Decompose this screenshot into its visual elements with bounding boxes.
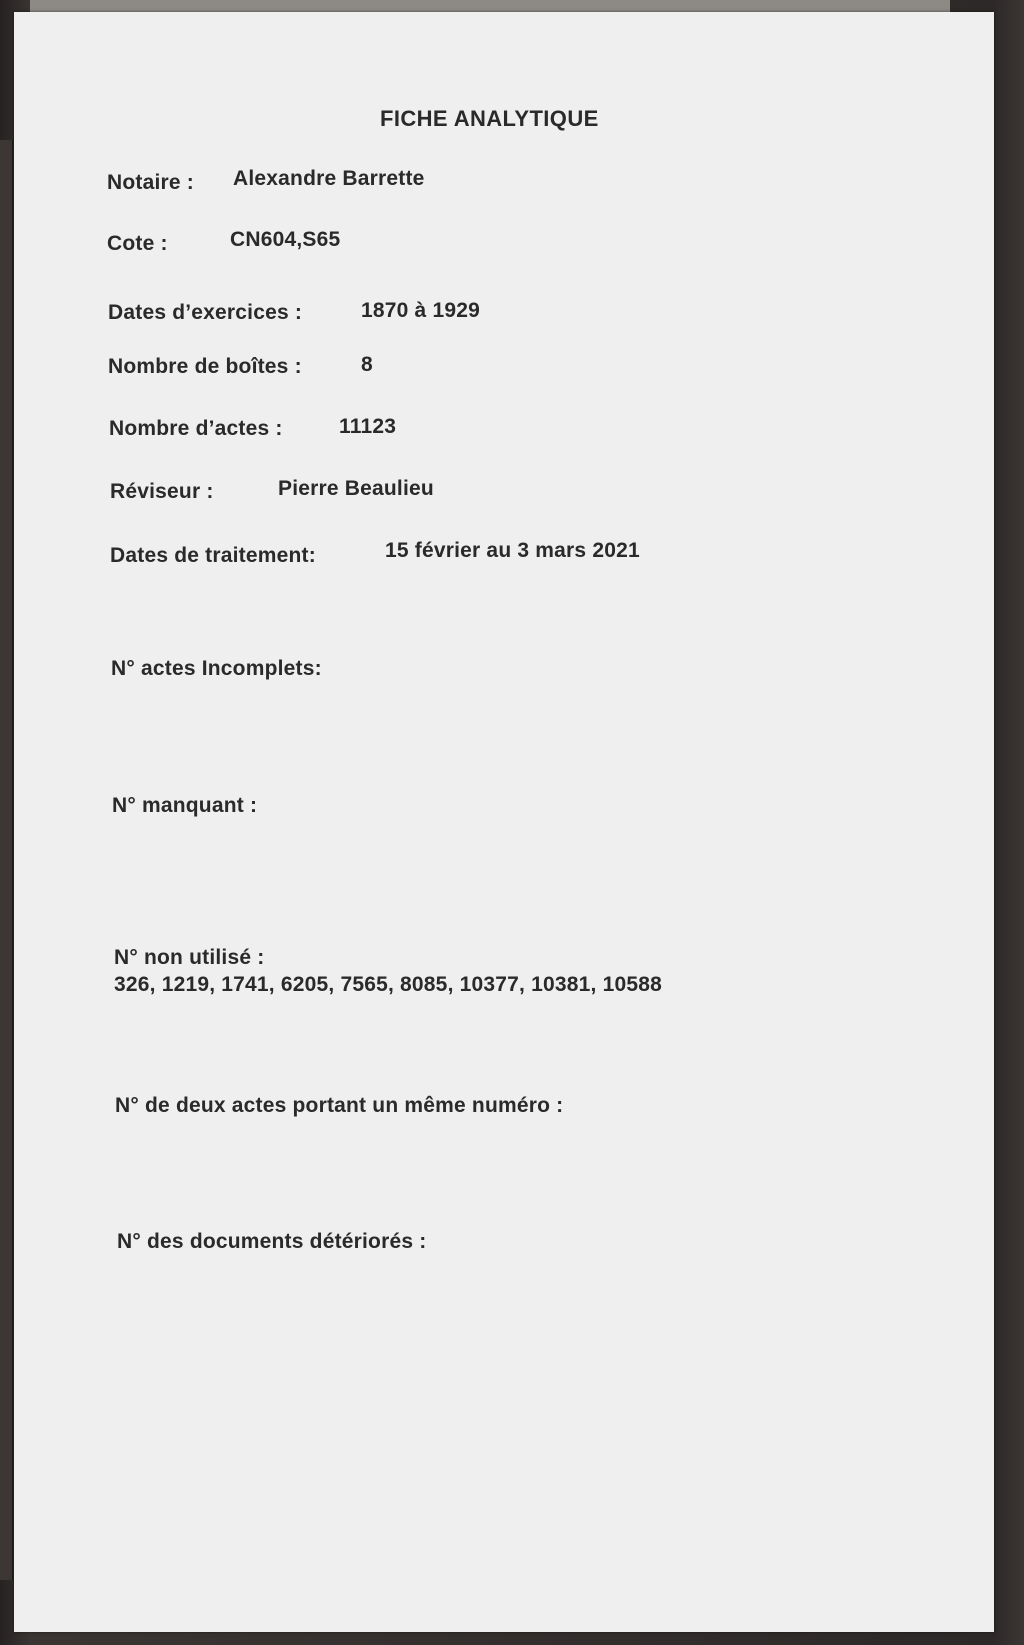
reviseur-label: Réviseur : <box>110 480 214 503</box>
deteriores-label: N° des documents détériorés : <box>117 1230 427 1253</box>
deux-actes-label: N° de deux actes portant un même numéro : <box>115 1094 564 1117</box>
dates-exercices-label: Dates d’exercices : <box>108 301 303 324</box>
dates-traitement-label: Dates de traitement: <box>110 544 316 567</box>
notaire-label: Notaire : <box>107 171 194 194</box>
nombre-boites-value: 8 <box>361 353 373 376</box>
cote-label: Cote : <box>107 232 168 255</box>
non-utilise-value: 326, 1219, 1741, 6205, 7565, 8085, 10377, 10381, 10588 <box>114 973 662 996</box>
actes-incomplets-label: N° actes Incomplets: <box>111 657 322 680</box>
document-page <box>14 12 994 1632</box>
notaire-value: Alexandre Barrette <box>233 167 425 190</box>
manquant-label: N° manquant : <box>112 794 258 817</box>
document-title: FICHE ANALYTIQUE <box>380 106 599 131</box>
dates-exercices-value: 1870 à 1929 <box>361 299 480 322</box>
reviseur-value: Pierre Beaulieu <box>278 477 434 500</box>
dates-traitement-value: 15 février au 3 mars 2021 <box>385 539 640 562</box>
nombre-actes-value: 11123 <box>339 415 397 438</box>
nombre-actes-label: Nombre d’actes : <box>109 417 283 440</box>
cote-value: CN604,S65 <box>230 228 341 251</box>
non-utilise-label: N° non utilisé : <box>114 946 265 969</box>
nombre-boites-label: Nombre de boîtes : <box>108 355 302 378</box>
binder-strip <box>0 140 13 1580</box>
